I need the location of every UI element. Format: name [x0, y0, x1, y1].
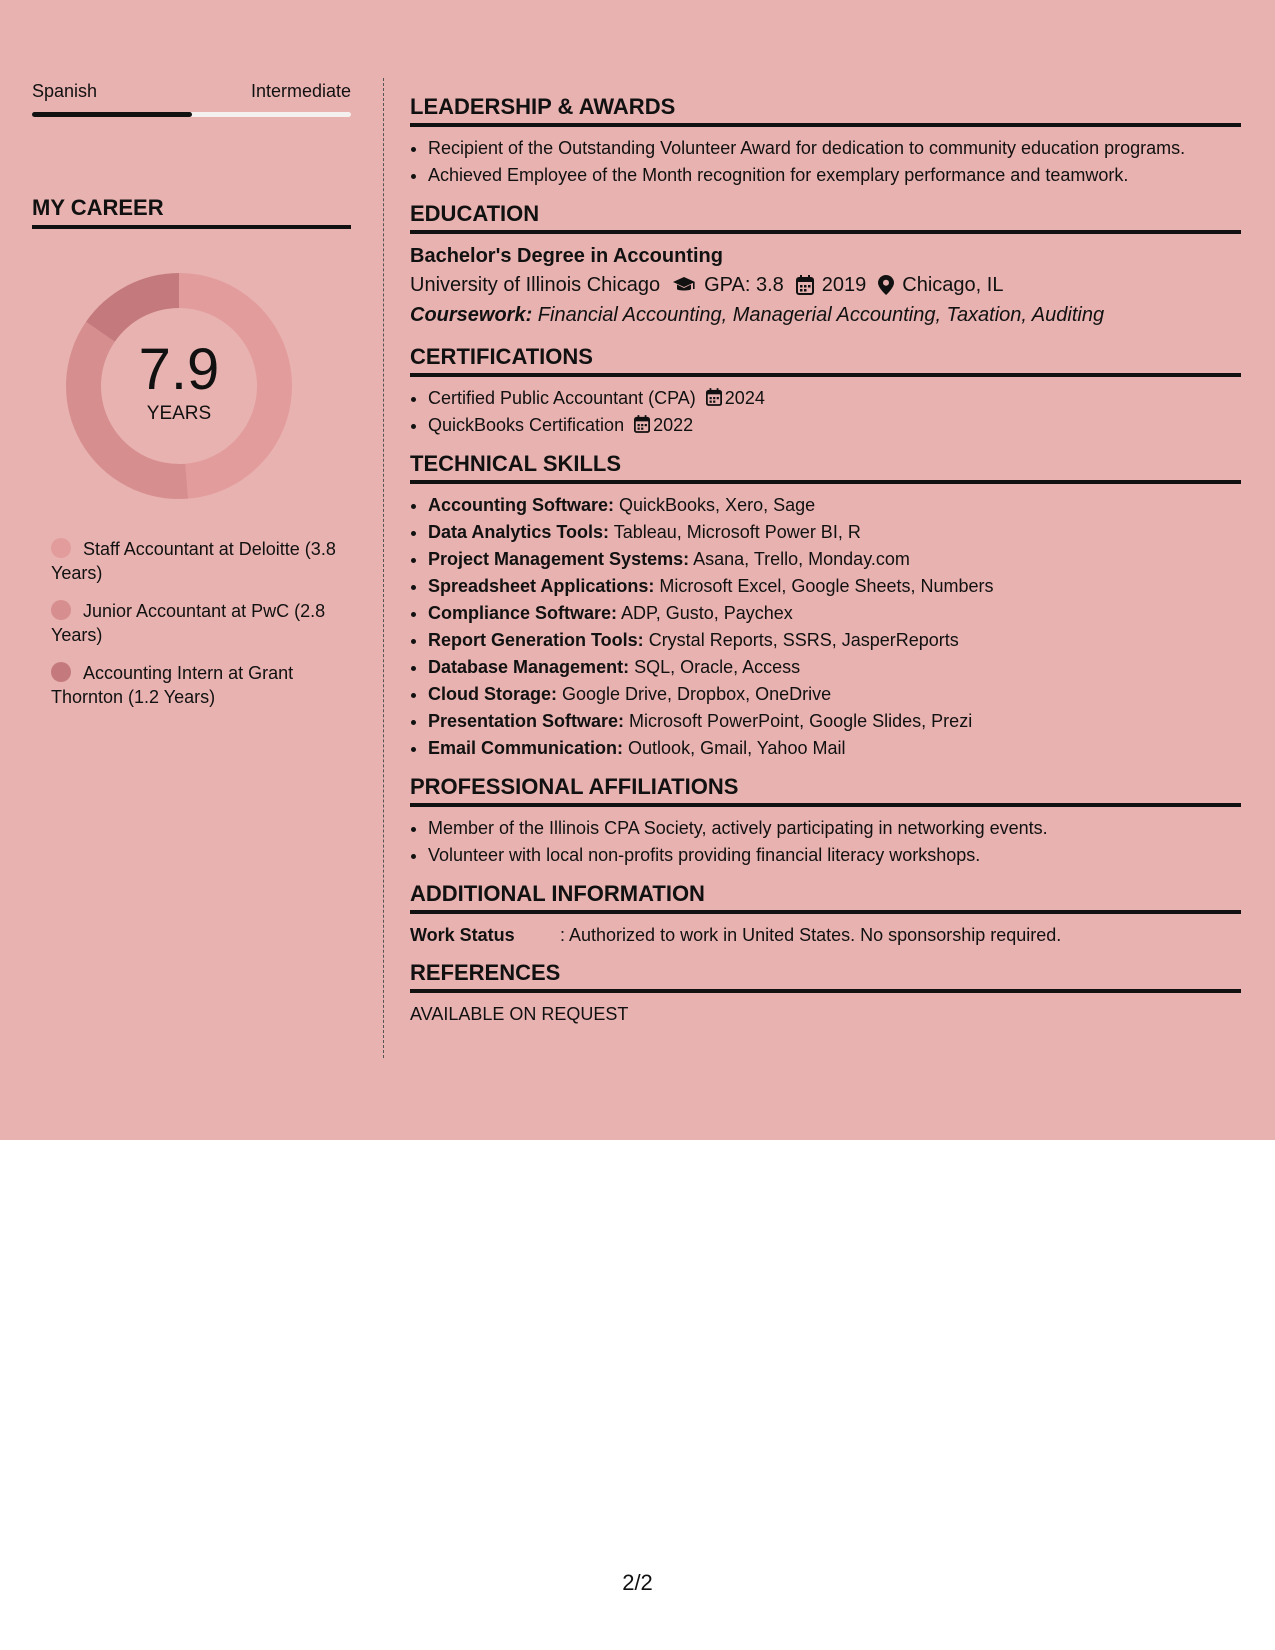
left-column	[32, 80, 351, 723]
education-location: Chicago, IL	[902, 274, 1004, 296]
education-section	[410, 201, 1241, 330]
language-proficiency-fill	[32, 112, 192, 117]
work-status-label: Work Status	[410, 925, 515, 945]
technical-skills-title: TECHNICAL SKILLS	[410, 451, 1241, 484]
column-divider	[383, 78, 384, 1058]
skill-label: Compliance Software:	[428, 603, 618, 623]
career-years-unit: YEARS	[146, 403, 212, 424]
career-legend-item	[51, 537, 351, 585]
certification-name: Certified Public Accountant (CPA)	[428, 388, 696, 408]
skill-value: Microsoft PowerPoint, Google Slides, Prezi	[624, 711, 973, 731]
career-legend-item	[51, 661, 351, 709]
additional-info-section	[410, 881, 1241, 948]
list-item	[428, 627, 1241, 654]
skill-value: Google Drive, Dropbox, OneDrive	[557, 684, 832, 704]
skill-value: QuickBooks, Xero, Sage	[614, 495, 816, 515]
education-year: 2019	[821, 274, 867, 296]
leadership-list	[410, 135, 1241, 189]
list-item	[428, 385, 1241, 412]
skill-label: Data Analytics Tools:	[428, 522, 610, 542]
language-row	[32, 80, 351, 102]
skill-value: Microsoft Excel, Google Sheets, Numbers	[654, 576, 994, 596]
list-item	[428, 681, 1241, 708]
page-number: 2/2	[622, 1570, 653, 1595]
technical-skills-list	[410, 492, 1241, 762]
career-legend-item	[51, 599, 351, 647]
work-status-row	[410, 922, 1241, 948]
skill-label: Email Communication:	[428, 738, 624, 758]
skill-value: Crystal Reports, SSRS, JasperReports	[643, 630, 959, 650]
calendar-icon	[706, 388, 722, 406]
certifications-list	[410, 385, 1241, 439]
education-gpa: GPA: 3.8	[704, 274, 784, 296]
education-title: EDUCATION	[410, 201, 1241, 234]
skill-value: Asana, Trello, Monday.com	[689, 549, 910, 569]
affiliations-title: PROFESSIONAL AFFILIATIONS	[410, 774, 1241, 807]
list-item: • Volunteer with local non-profits providing financial literacy workshops.	[428, 842, 1241, 869]
coursework-label: Coursework:	[410, 304, 533, 326]
donut-center	[64, 337, 294, 425]
skill-value: ADP, Gusto, Paychex	[617, 603, 793, 623]
career-legend-label: Staff Accountant at Deloitte (3.8 Years)	[51, 539, 336, 583]
list-item	[428, 492, 1241, 519]
legend-dot	[51, 538, 71, 558]
right-column	[410, 94, 1241, 1039]
education-details	[410, 270, 1241, 300]
list-item	[428, 573, 1241, 600]
skill-label: Database Management:	[428, 657, 630, 677]
certification-year: 2022	[653, 415, 694, 435]
affiliations-list	[410, 815, 1241, 869]
list-item	[428, 600, 1241, 627]
work-status-value: : Authorized to work in United States. No sponsorship required.	[560, 925, 1062, 945]
certification-name: QuickBooks Certification	[428, 415, 625, 435]
donut-segment	[86, 273, 179, 342]
education-degree: Bachelor's Degree in Accounting	[410, 245, 723, 267]
legend-dot	[51, 600, 71, 620]
career-legend	[32, 537, 351, 709]
graduation-cap-icon	[672, 276, 696, 294]
career-total-years: 7.9	[138, 337, 220, 402]
list-item: • Member of the Illinois CPA Society, actively participating in networking events.	[428, 815, 1241, 842]
list-item	[428, 519, 1241, 546]
career-section-title: MY CAREER	[32, 195, 351, 229]
skill-label: Report Generation Tools:	[428, 630, 644, 650]
references-text: AVAILABLE ON REQUEST	[410, 1004, 629, 1024]
map-pin-icon	[878, 275, 894, 295]
language-level: Intermediate	[250, 81, 351, 101]
list-item	[428, 546, 1241, 573]
skill-label: Presentation Software:	[428, 711, 625, 731]
language-name: Spanish	[32, 81, 98, 101]
skill-value: Outlook, Gmail, Yahoo Mail	[623, 738, 846, 758]
list-item: • Achieved Employee of the Month recognition for exemplary performance and teamwork.	[428, 162, 1241, 189]
skill-label: Spreadsheet Applications:	[428, 576, 655, 596]
technical-skills-section	[410, 451, 1241, 762]
education-coursework	[410, 300, 1241, 330]
legend-dot	[51, 662, 71, 682]
list-item	[428, 735, 1241, 762]
career-donut-chart	[64, 271, 294, 501]
skill-value: SQL, Oracle, Access	[629, 657, 801, 677]
certifications-section	[410, 344, 1241, 439]
leadership-section	[410, 94, 1241, 189]
coursework-list: Financial Accounting, Managerial Accounting, Taxation, Auditing	[532, 304, 1105, 326]
skill-value: Tableau, Microsoft Power BI, R	[609, 522, 861, 542]
list-item	[428, 708, 1241, 735]
additional-info-title: ADDITIONAL INFORMATION	[410, 881, 1241, 914]
references-section	[410, 960, 1241, 1027]
career-legend-label: Junior Accountant at PwC (2.8 Years)	[51, 601, 326, 645]
list-item: • Recipient of the Outstanding Volunteer Award for dedication to community education programs.	[428, 135, 1241, 162]
certification-year: 2024	[724, 388, 765, 408]
affiliations-section	[410, 774, 1241, 869]
skill-label: Accounting Software:	[428, 495, 615, 515]
language-proficiency-bar	[32, 112, 351, 117]
references-title: REFERENCES	[410, 960, 1241, 993]
leadership-title: LEADERSHIP & AWARDS	[410, 94, 1241, 127]
career-legend-label: Accounting Intern at Grant Thornton (1.2 Years)	[51, 663, 294, 707]
skill-label: Cloud Storage:	[428, 684, 557, 704]
list-item	[428, 654, 1241, 681]
skill-label: Project Management Systems:	[428, 549, 690, 569]
certifications-title: CERTIFICATIONS	[410, 344, 1241, 377]
calendar-icon	[796, 275, 814, 295]
calendar-icon	[634, 415, 650, 433]
list-item	[428, 412, 1241, 439]
education-school: University of Illinois Chicago	[410, 274, 661, 296]
